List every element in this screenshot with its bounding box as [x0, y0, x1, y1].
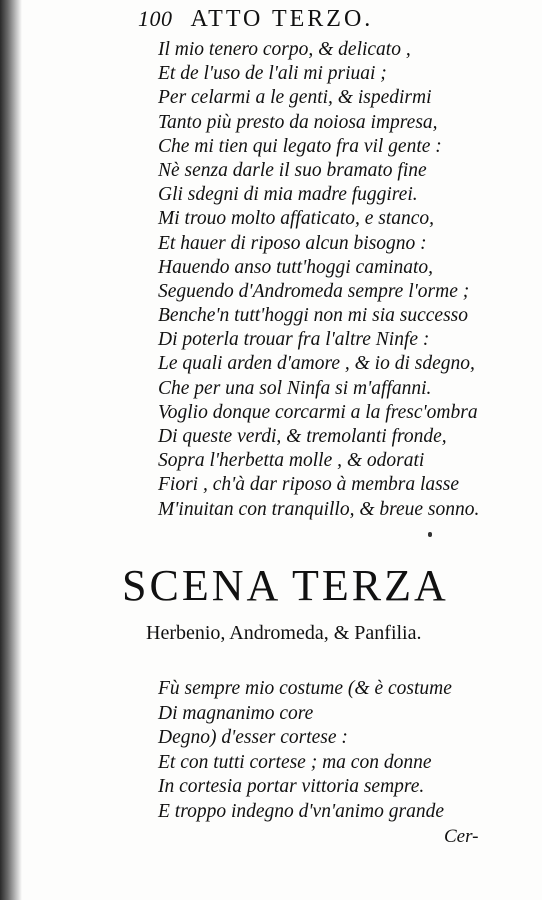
verse-line: Mi trouo molto affaticato, e stanco, [158, 208, 435, 230]
verse-line: Et de l'uso de l'ali mi priuai ; [158, 63, 387, 85]
verse-line: Nè senza darle il suo bramato fine [158, 159, 427, 181]
verse-line: Gli sdegni di mia madre fuggirei. [158, 184, 418, 206]
verse-line: M'inuitan con tranquillo, & breue sonno. [158, 498, 480, 520]
verse-line: Di magnanimo core [158, 702, 314, 724]
verse-line: Hauendo anso tutt'hoggi caminato, [158, 256, 433, 278]
scene-title: SCENA TERZA [122, 561, 449, 610]
verse-line: Degno) d'esser cortese : [158, 727, 348, 749]
ink-speck [428, 532, 432, 537]
scene-characters: Herbenio, Andromeda, & Panfilia. [146, 622, 422, 644]
verse-line: Le quali arden d'amore , & io di sdegno, [158, 353, 475, 375]
page-number: 100 [138, 6, 173, 31]
verse-line: Di poterla trouar fra l'altre Ninfe : [158, 329, 430, 351]
verse-line: E troppo indegno d'vn'animo grande [158, 800, 445, 822]
verse-line: Per celarmi a le genti, & ispedirmi [158, 87, 432, 109]
verse-line: Et con tutti cortese ; ma con donne [158, 751, 432, 773]
verse-line: Di queste verdi, & tremolanti fronde, [158, 426, 447, 447]
verse-line: Fiori , ch'à dar riposo à membra lasse [158, 474, 460, 496]
verse-block-first [158, 38, 528, 522]
verse-line: Et hauer di riposo alcun bisogno : [158, 232, 427, 254]
running-head: ATTO TERZO. [190, 6, 374, 32]
verse-line: Voglio donque corcarmi a la fresc'ombra [158, 401, 478, 423]
verse-line: Sopra l'herbetta molle , & odorati [158, 450, 425, 472]
verse-line: Che mi tien qui legato fra vil gente : [158, 135, 442, 157]
verse-block-second [158, 677, 528, 825]
page-header [138, 6, 468, 36]
verse-line: Tanto più presto da noiosa impresa, [158, 111, 438, 133]
verse-line: Fù sempre mio costume (& è costume [158, 678, 452, 699]
verse-line: Seguendo d'Andromeda sempre l'orme ; [158, 280, 470, 302]
verse-line: Che per una sol Ninfa si m'affanni. [158, 377, 432, 399]
verse-line: In cortesia portar vittoria sempre. [158, 776, 425, 798]
verse-line: Benche'n tutt'hoggi non mi sia successo [158, 305, 469, 327]
verse-line: Il mio tenero corpo, & delicato , [158, 39, 411, 60]
binding-gutter-shadow [0, 0, 22, 900]
catchword: Cer- [444, 826, 479, 847]
